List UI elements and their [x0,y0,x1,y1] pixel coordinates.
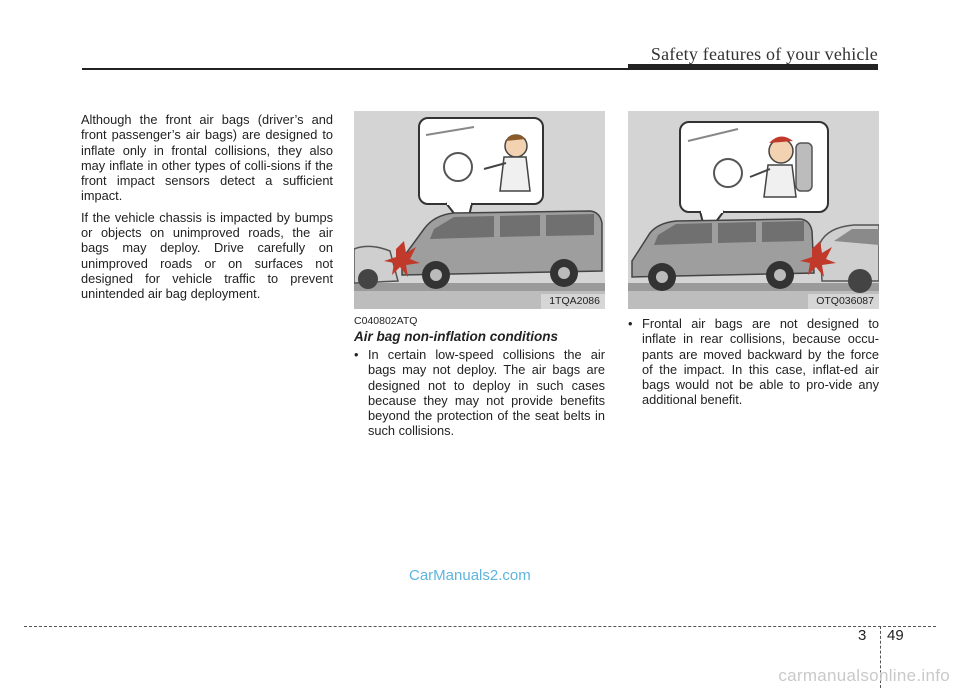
footer-dashed-rule [24,626,936,627]
intro-column [81,112,333,308]
section-code: C040802ATQ [354,315,418,327]
rear-collision-illustration [628,111,879,309]
bullet-low-speed [354,347,605,439]
bullet-dot: • [354,347,359,362]
figure-rear-collision [628,111,879,309]
watermark-link[interactable]: CarManuals2.com [409,567,531,584]
footer-site-watermark: carmanualsonline.info [778,666,950,685]
page-header-title: Safety features of your vehicle [650,44,878,64]
bullet-text: In certain low-speed collisions the air bags may not deploy. The air bags are designed not to deploy in such cases because they may not provide benefits beyond the protection of the seat belts in such collisions. [368,347,605,439]
figure-code: OTQ036087 [808,294,879,309]
section-title: Air bag non-inflation conditions [354,329,558,344]
page-number: 49 [887,627,904,644]
header-rule-accent [628,64,878,70]
front-collision-illustration [354,111,605,309]
intro-paragraph: Although the front air bags (driver’s and front passenger’s air bags) are designed to inflate only in frontal collisions, they also may inflate in other types of colli-sions if the front impact sensors detect a sufficient impact. [81,112,333,204]
rough-road-paragraph: If the vehicle chassis is impacted by bumps or objects on unimproved roads, the air bags may deploy. Drive carefully on unimproved roads or on surfaces not designed for vehicle traffic to prevent unintended air bag deployment. [81,209,333,302]
figure-front-collision [354,111,605,309]
bullet-text: Frontal air bags are not designed to inflate in rear collisions, because occu-pants are moved backward by the force of the impact. In this case, inflat-ed air bags would not be able to pro-vide any additional benefit. [642,316,879,408]
bullet-rear-collision [628,316,879,408]
figure-code: 1TQA2086 [541,294,605,309]
bullet-dot: • [628,316,633,331]
chapter-number: 3 [858,627,867,644]
